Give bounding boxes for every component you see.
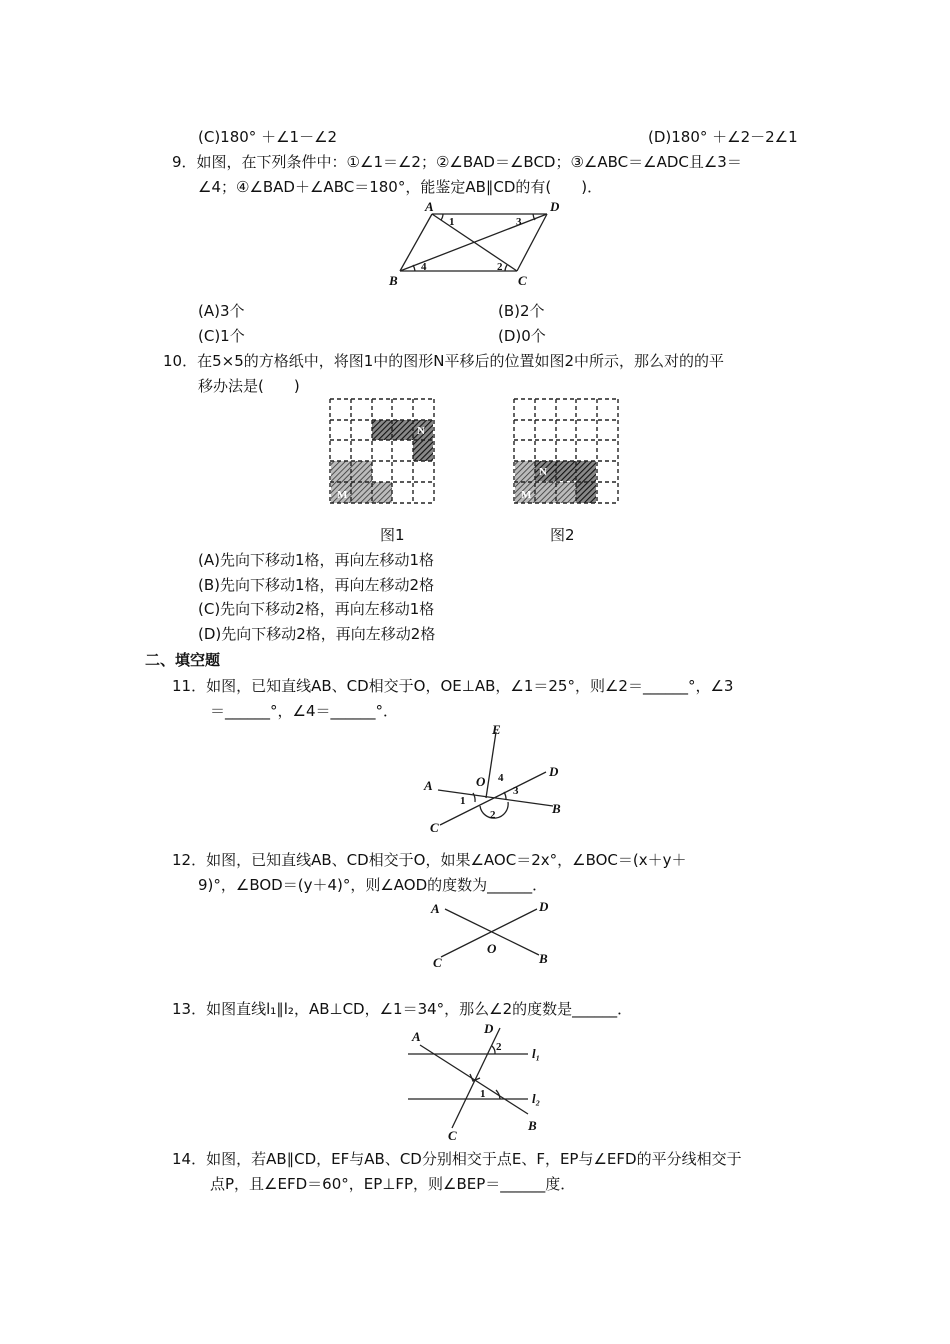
q11-label-a: A — [424, 778, 433, 793]
q9-option-d: (D)0个 — [498, 327, 546, 345]
segment-dc — [517, 214, 547, 271]
q12-intersecting-lines-figure — [425, 897, 565, 977]
q13-label-l2: l₂ — [532, 1091, 541, 1106]
segment-ab — [400, 214, 432, 271]
line-cd — [452, 1028, 500, 1128]
q10-option-b: (B)先向下移动1格，再向左移动2格 — [198, 576, 435, 594]
q13-label-c: C — [448, 1128, 457, 1143]
q13-parallel-lines-figure — [400, 1018, 560, 1143]
q10-option-c: (C)先向下移动2格，再向左移动1格 — [198, 600, 435, 618]
q9-option-a: (A)3个 — [198, 302, 245, 320]
q12-label-d: D — [539, 899, 549, 914]
q13-label-l1: l₁ — [532, 1046, 541, 1061]
q10-fig2-caption: 图2 — [550, 526, 575, 544]
q9-angle-4: 4 — [421, 261, 427, 273]
q11-text-line2: ＝______°，∠4＝______°． — [210, 702, 398, 720]
q12-label-c: C — [433, 955, 442, 970]
q9-angle-3: 3 — [516, 216, 522, 228]
q11-intersecting-lines-figure — [418, 720, 578, 840]
q10-text-line2: 移办法是( ) — [198, 377, 300, 395]
q9-text-line1: 9．如图，在下列条件中：①∠1＝∠2；②∠BAD＝∠BCD；③∠ABC＝∠ADC且∠3＝ — [172, 153, 742, 171]
q9-angle-2: 2 — [497, 261, 503, 273]
q10-fig1-caption: 图1 — [380, 526, 405, 544]
q9-option-b: (B)2个 — [498, 302, 545, 320]
q10-fig1-label-m: M — [337, 489, 348, 501]
q9-label-b: B — [389, 273, 398, 288]
ray-oe — [486, 732, 496, 798]
q13-angle-2: 2 — [496, 1041, 502, 1053]
q10-grid-figure-2 — [513, 398, 623, 508]
q11-label-d: D — [549, 764, 559, 779]
q10-option-a: (A)先向下移动1格，再向左移动1格 — [198, 551, 435, 569]
q13-text-line1: 13．如图直线l₁∥l₂，AB⊥CD，∠1＝34°，那么∠2的度数是______． — [172, 1000, 633, 1018]
q14-text-line2: 点P，且∠EFD＝60°，EP⊥FP，则∠BEP＝______度． — [210, 1175, 576, 1193]
q13-label-a: A — [412, 1029, 421, 1044]
q9-parallelogram-figure — [385, 198, 575, 288]
q8-option-c: (C)180° ＋∠1－∠2 — [198, 128, 338, 146]
q9-option-c: (C)1个 — [198, 327, 245, 345]
line-ab — [438, 790, 553, 806]
q9-label-a: A — [425, 199, 434, 214]
q13-label-d: D — [484, 1021, 494, 1036]
q11-label-o: O — [476, 774, 486, 789]
q10-fig2-label-n: N — [539, 466, 547, 478]
q11-label-c: C — [430, 820, 439, 835]
q12-text-line2: 9)°，∠BOD＝(y＋4)°，则∠AOD的度数为______． — [198, 876, 548, 894]
q13-label-b: B — [528, 1118, 537, 1133]
q11-angle-3: 3 — [513, 785, 519, 797]
q12-label-a: A — [431, 901, 440, 916]
q11-angle-4: 4 — [498, 772, 504, 784]
q11-text-line1: 11．如图，已知直线AB、CD相交于O，OE⊥AB，∠1＝25°，则∠2＝______°，∠3 — [172, 677, 734, 695]
q12-label-b: B — [539, 951, 548, 966]
q10-text-line1: 10．在5×5的方格纸中，将图1中的图形N平移后的位置如图2中所示，那么对的的平 — [163, 352, 725, 370]
q8-option-d: (D)180° ＋∠2－2∠1 — [648, 128, 798, 146]
line-ab — [420, 1045, 528, 1114]
q9-label-d: D — [550, 199, 560, 214]
q14-text-line1: 14．如图，若AB∥CD，EF与AB、CD分别相交于点E、F，EP与∠EFD的平分线相交于 — [172, 1150, 742, 1168]
q13-angle-1: 1 — [480, 1088, 486, 1100]
q10-fig2-label-m: M — [521, 489, 532, 501]
q12-text-line1: 12．如图，已知直线AB、CD相交于O，如果∠AOC＝2x°，∠BOC＝(x＋y＋ — [172, 851, 687, 869]
q11-label-b: B — [552, 801, 561, 816]
q11-angle-2: 2 — [490, 809, 496, 821]
q11-angle-1: 1 — [460, 795, 466, 807]
q10-grid-figure-1 — [329, 398, 439, 508]
section-title-fill-in: 二、填空题 — [145, 651, 221, 669]
q10-fig1-label-n: N — [417, 425, 425, 437]
q9-text-line2: ∠4；④∠BAD＋∠ABC＝180°，能鉴定AB∥CD的有( )． — [198, 178, 603, 196]
q9-angle-1: 1 — [449, 216, 455, 228]
q12-label-o: O — [487, 941, 497, 956]
q10-option-d: (D)先向下移动2格，再向左移动2格 — [198, 625, 436, 643]
q11-label-e: E — [492, 722, 501, 737]
q9-label-c: C — [518, 273, 527, 288]
